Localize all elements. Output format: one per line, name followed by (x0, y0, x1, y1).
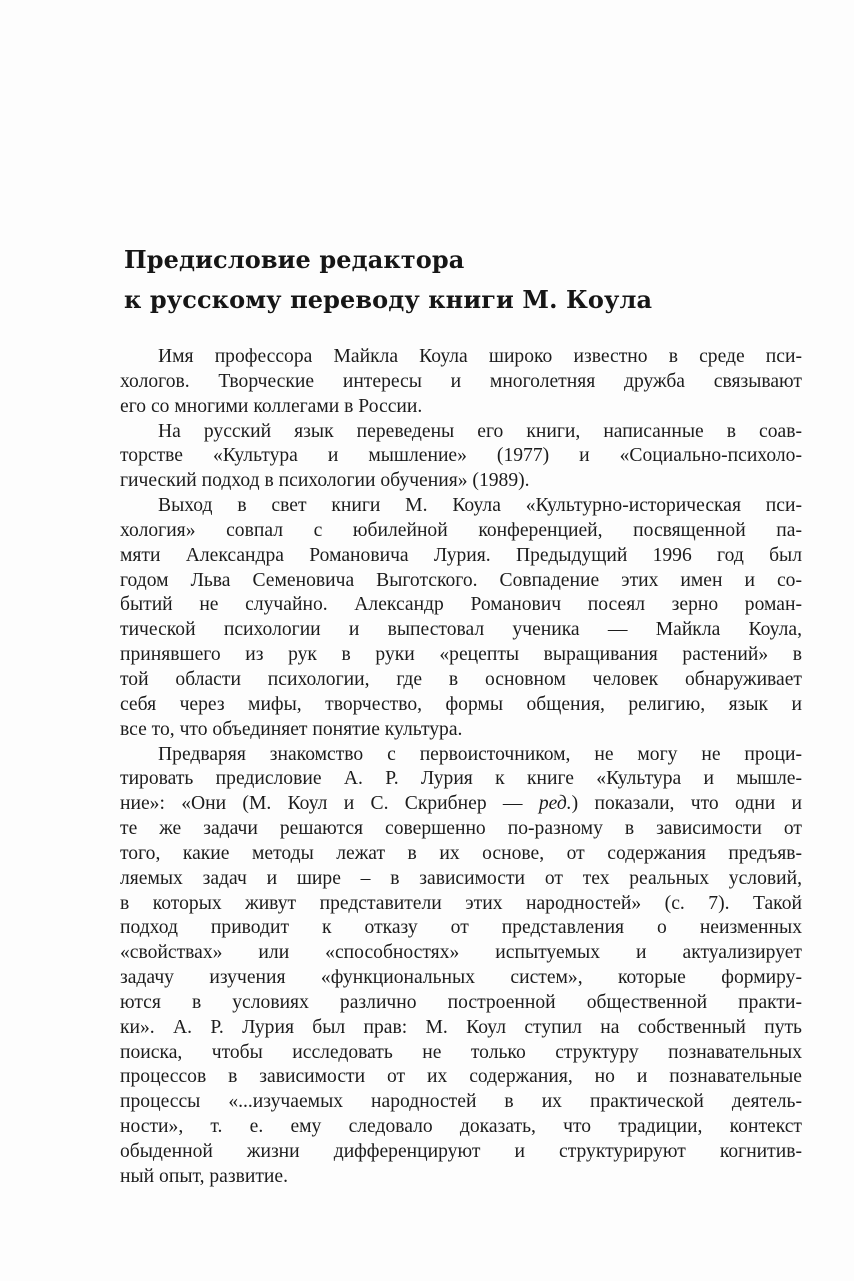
text-line: ный опыт, развитие. (120, 1165, 288, 1187)
paragraph (120, 420, 802, 495)
text-line: того, какие методы лежат в их основе, от содержания предъяв- (120, 842, 802, 864)
heading-line-1: Предисловие редактора (124, 245, 465, 274)
text-line: годом Льва Семеновича Выготского. Совпадение этих имен и со- (120, 569, 802, 591)
text-line: бытий не случайно. Александр Романович посеял зерно роман- (120, 594, 802, 616)
text-line: обыденной жизни дифференцируют и структурируют когнитив- (120, 1141, 802, 1162)
text-line: торстве «Культура и мышление» (1977) и «Социально-психоло- (120, 445, 802, 467)
text-line: тировать предисловие А. Р. Лурия к книге «Культура и мышле- (120, 768, 802, 790)
text-line: Имя профессора Майкла Коула широко известно в среде пси- (158, 346, 802, 367)
text-line: принявшего из рук в руки «рецепты выращивания растений» в (120, 644, 802, 666)
text-line: подход приводит к отказу от представления о неизменных (120, 917, 802, 939)
text-line: задачу изучения «функциональных систем», которые формиру- (120, 967, 802, 989)
text-line: ляемых задач и шире – в зависимости от тех реальных условий, (120, 867, 802, 889)
text-line: себя через мифы, творчество, формы общения, религию, язык и (120, 693, 802, 715)
text-line: в которых живут представители этих народностей» (с. 7). Такой (120, 892, 802, 914)
text-line: Выход в свет книги М. Коула «Культурно-историческая пси- (158, 495, 802, 517)
text-line: его со многими коллегами в России. (120, 395, 423, 417)
body-text (120, 345, 802, 1190)
text-line: поиска, чтобы исследовать не только структуру познавательных (120, 1041, 802, 1063)
text-line: «свойствах» или «способностях» испытуемых и актуализирует (120, 942, 802, 964)
paragraph (120, 345, 802, 420)
text-line: ние»: «Они (М. Коул и С. Скрибнер — ред.) показали, что одни и (120, 793, 802, 815)
paragraph (120, 494, 802, 742)
italic-text: ред. (538, 793, 572, 815)
text-line: процессы «...изучаемых народностей в их практической деятель- (120, 1091, 802, 1113)
text-line: гический подход в психологии обучения» (1989). (120, 470, 530, 492)
text-line: ности», т. е. ему следовало доказать, что традиции, контекст (120, 1116, 802, 1138)
text-line: Предваряя знакомство с первоисточником, не могу не проци- (158, 743, 802, 765)
paragraph (120, 743, 802, 1190)
text-line: хологов. Творческие интересы и многолетняя дружба связывают (120, 370, 802, 392)
text-line: хология» совпал с юбилейной конференцией, посвященной па- (120, 519, 802, 541)
text-line: тической психологии и выпестовал ученика — Майкла Коула, (120, 619, 802, 641)
heading-line-2: к русскому переводу книги М. Коула (124, 285, 653, 314)
text-line: мяти Александра Романовича Лурия. Предыдущий 1996 год был (120, 544, 802, 566)
chapter-heading (124, 240, 804, 320)
text-line: той области психологии, где в основном человек обнаруживает (120, 668, 802, 690)
text-line: ки». А. Р. Лурия был прав: М. Коул ступил на собственный путь (120, 1016, 802, 1038)
text-line: те же задачи решаются совершенно по-разному в зависимости от (120, 818, 802, 840)
text-line: На русский язык переведены его книги, написанные в соав- (158, 420, 802, 442)
text-line: процессов в зависимости от их содержания, но и познавательные (120, 1066, 802, 1088)
text-line: ются в условиях различно построенной общественной практи- (120, 991, 802, 1013)
text-line: все то, что объединяет понятие культура. (120, 718, 463, 740)
